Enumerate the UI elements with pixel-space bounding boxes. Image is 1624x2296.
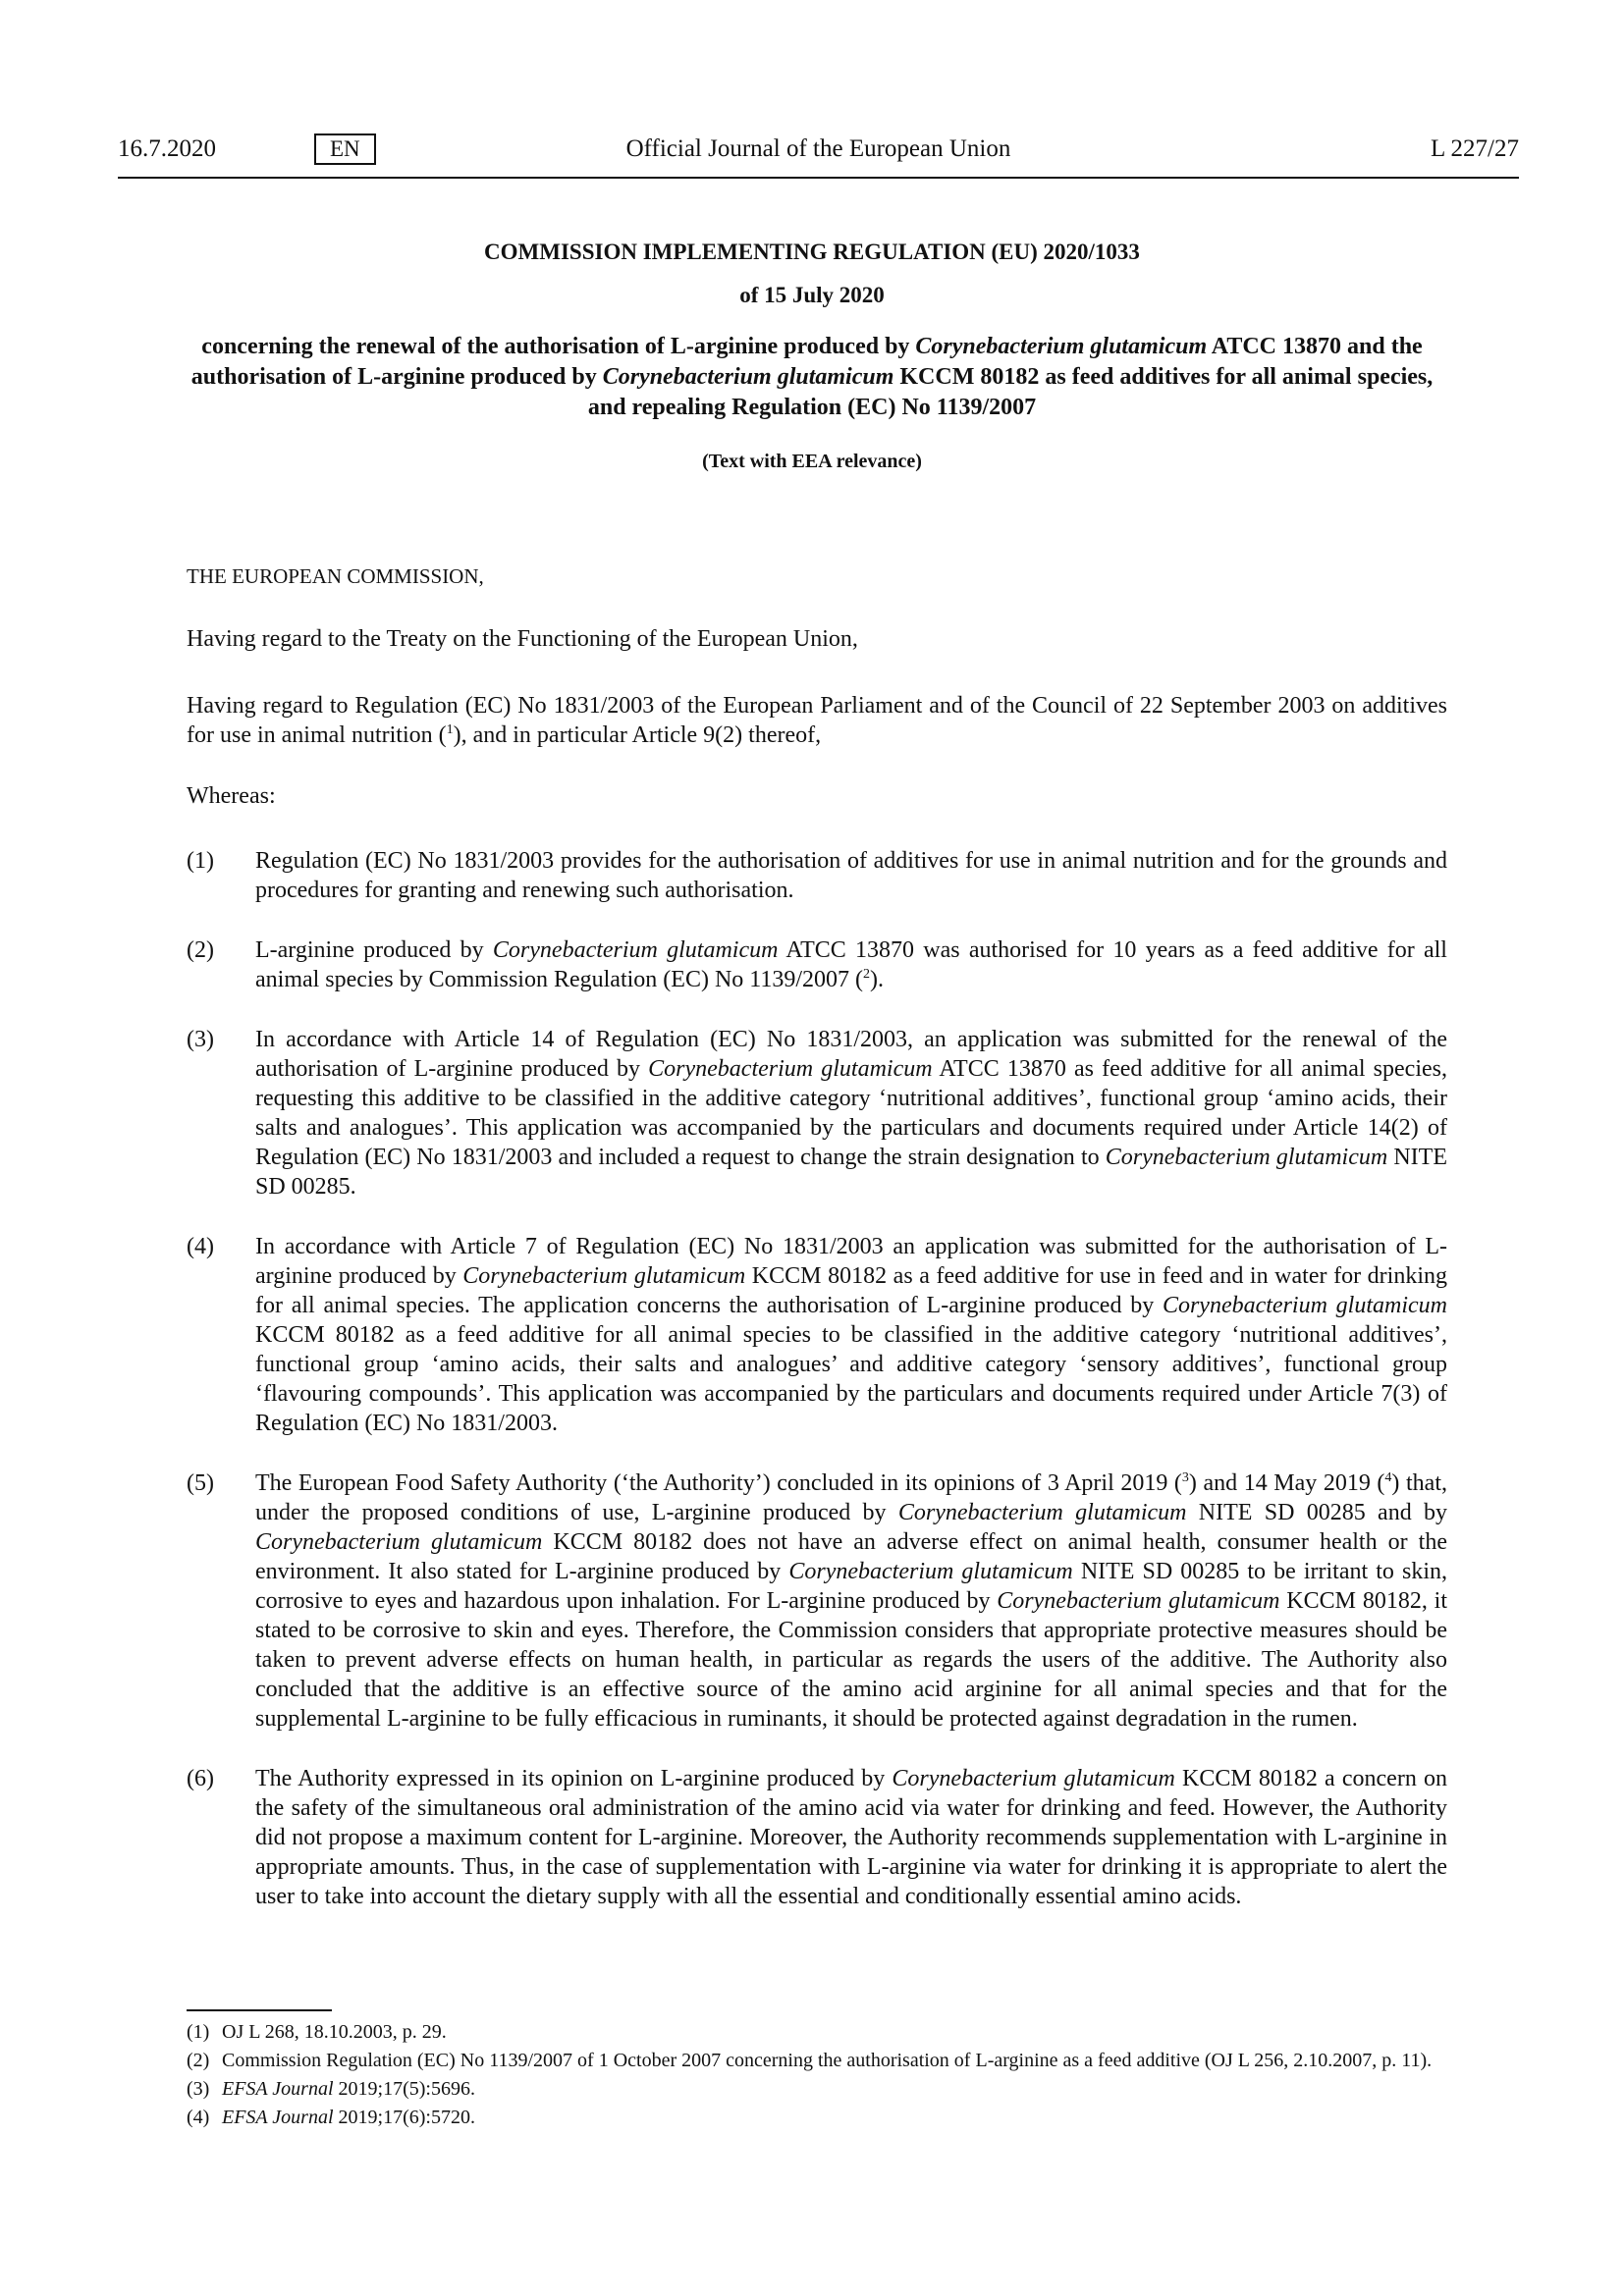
recital-text: NITE SD 00285 to be irritant to skin, corrosive to eyes and hazardous upon inhalation. For L-arginine produced by (255, 1559, 1447, 1614)
recital-2 (187, 935, 1447, 994)
recital-text: ) and 14 May 2019 ( (1188, 1470, 1385, 1496)
footnote-divider (187, 2009, 332, 2011)
footnote-ref[interactable]: 3 (1181, 1470, 1189, 1485)
footnote-number: (3) (187, 2078, 210, 2100)
footnote-ref[interactable]: 2 (863, 967, 871, 982)
recital-number: (5) (187, 1470, 214, 1496)
regulation-date: of 15 July 2020 (739, 283, 885, 307)
subject-species: Corynebacterium glutamicum (915, 334, 1208, 359)
species-name: Corynebacterium glutamicum (897, 1500, 1187, 1525)
regulation-title: COMMISSION IMPLEMENTING REGULATION (EU) 2020/1033 (484, 240, 1140, 264)
subject-text: ATCC 13870 and the authorisation of L-arginine produced by (190, 334, 1423, 390)
recital-text: The European Food Safety Authority (‘the Authority’) concluded in its opinions of 3 April 2019 ( (255, 1470, 1182, 1496)
subject-text: concerning the renewal of the authorisation of L-arginine produced by (201, 334, 916, 359)
title-block (177, 240, 1447, 473)
recital-4 (187, 1232, 1447, 1438)
recital-number: (1) (187, 848, 214, 874)
text: ), and in particular Article 9(2) thereof, (453, 722, 822, 748)
recital-1 (187, 846, 1447, 905)
recital-text: KCCM 80182, it stated to be corrosive to skin and eyes. Therefore, the Commission considers that appropriate protective measures should be taken to prevent adverse effects on human health, in particular as regards the users of the additive. The Authority also concluded that the additive is an effective source of the amino acid arginine for all animal species and that for the supplemental L-arginine to be fully efficacious in ruminants, it should be protected against degradation in the rumen. (255, 1588, 1447, 1732)
footnote-text: 2019;17(6):5720. (333, 2107, 475, 2128)
recital-text: KCCM 80182 as a feed additive for use in feed and in water for drinking for all animal species. The application concerns the authorisation of L-arginine produced by (255, 1263, 1447, 1318)
whereas: Whereas: (187, 783, 276, 809)
page-reference: L 227/27 (1430, 135, 1519, 162)
footnote-4 (187, 2106, 1447, 2130)
recital-5 (187, 1468, 1447, 1734)
subject-text: KCCM 80182 as feed additives for all animal species, and repealing Regulation (EC) No 1139/2007 (587, 364, 1434, 420)
species-name: Corynebacterium glutamicum (462, 1263, 746, 1289)
species-name: Corynebacterium glutamicum (1105, 1145, 1388, 1170)
recital-3 (187, 1025, 1447, 1201)
footnote-ref[interactable]: 4 (1384, 1470, 1392, 1485)
footnote-number: (4) (187, 2107, 210, 2128)
recital-text: ) that, under the proposed conditions of use, L-arginine produced by (255, 1470, 1447, 1525)
recital-text: L-arginine produced by (255, 937, 493, 963)
subject-species: Corynebacterium glutamicum (602, 364, 894, 390)
page-header (118, 132, 1519, 179)
recital-number: (6) (187, 1766, 214, 1791)
header-date: 16.7.2020 (118, 135, 216, 162)
recital-text: NITE SD 00285 and by (1186, 1500, 1448, 1525)
regulation-subject (177, 332, 1447, 423)
recital-number: (2) (187, 937, 214, 963)
footnote-text: 2019;17(5):5696. (333, 2078, 475, 2100)
recital-text: ). (870, 967, 885, 992)
language-badge: EN (314, 133, 376, 165)
species-name: Corynebacterium glutamicum (997, 1588, 1280, 1614)
species-name: Corynebacterium glutamicum (255, 1529, 543, 1555)
regard-regulation (187, 691, 1447, 750)
footnote-text: OJ L 268, 18.10.2003, p. 29. (222, 2021, 447, 2043)
commission-heading: THE EUROPEAN COMMISSION, (187, 564, 484, 588)
footnote-1 (187, 2020, 1447, 2045)
regard-treaty: Having regard to the Treaty on the Functioning of the European Union, (187, 626, 858, 652)
eea-relevance: (Text with EEA relevance) (702, 451, 922, 472)
document-body (187, 561, 1447, 1942)
footnote-text: Commission Regulation (EC) No 1139/2007 of 1 October 2007 concerning the authorisation of L-arginine as a feed additive (OJ L 256, 2.10.2007, p. 11). (222, 2050, 1433, 2071)
footnote-number: (1) (187, 2021, 210, 2043)
recital-number: (4) (187, 1234, 214, 1259)
recital-text: KCCM 80182 as a feed additive for all animal species to be classified in the additive category ‘nutritional additives’, functional group ‘amino acids, their salts and analogues’ and additive category ‘sensory additives’, functional group ‘flavouring compounds’. This application was accompanied by the particulars and documents required under Article 7(3) of Regulation (EC) No 1831/2003. (255, 1322, 1447, 1436)
footnote-3 (187, 2077, 1447, 2102)
recital-text: ATCC 13870 as feed additive for all animal species, requesting this additive to be classified in the additive category ‘nutritional additives’, functional group ‘amino acids, their salts and analogues’. This application was accompanied by the particulars and documents required under Article 14(2) of Regulation (EC) No 1831/2003 and included a request to change the strain designation to (255, 1056, 1447, 1170)
recitals-list (187, 846, 1447, 1911)
recital-text: Regulation (EC) No 1831/2003 provides for the authorisation of additives for use in animal nutrition and for the grounds and procedures for granting and renewing such authorisation. (255, 848, 1447, 903)
species-name: Corynebacterium glutamicum (788, 1559, 1073, 1584)
recital-text: In accordance with Article 7 of Regulation (EC) No 1831/2003 an application was submitted for the authorisation of L-arginine produced by (255, 1234, 1447, 1289)
journal-title: Official Journal of the European Union (625, 135, 1011, 162)
species-name: Corynebacterium glutamicum (492, 937, 779, 963)
footnote-number: (2) (187, 2050, 210, 2071)
recital-text: NITE SD 00285. (255, 1145, 1447, 1200)
footnote-ref[interactable]: 1 (446, 722, 454, 737)
journal-name: EFSA Journal (222, 2078, 334, 2100)
species-name: Corynebacterium glutamicum (892, 1766, 1175, 1791)
recital-number: (3) (187, 1027, 214, 1052)
recital-text: In accordance with Article 14 of Regulation (EC) No 1831/2003, an application was submitted for the renewal of the authorisation of L-arginine produced by (255, 1027, 1447, 1082)
journal-name: EFSA Journal (222, 2107, 334, 2128)
recital-text: KCCM 80182 does not have an adverse effect on animal health, consumer health or the environment. It also stated for L-arginine produced by (255, 1529, 1447, 1584)
species-name: Corynebacterium glutamicum (1162, 1293, 1447, 1318)
recital-text: ATCC 13870 was authorised for 10 years as a feed additive for all animal species by Commission Regulation (EC) No 1139/2007 ( (255, 937, 1447, 992)
footnote-2 (187, 2049, 1447, 2073)
recital-text: KCCM 80182 a concern on the safety of the simultaneous oral administration of the amino acid via water for drinking and feed. However, the Authority did not propose a maximum content for L-arginine. Moreover, the Authority recommends supplementation with L-arginine in appropriate amounts. Thus, in the case of supplementation with L-arginine via water for drinking it is appropriate to alert the user to take into account the dietary supply with all the essential and conditionally essential amino acids. (255, 1766, 1447, 1909)
recital-text: The Authority expressed in its opinion on L-arginine produced by (255, 1766, 893, 1791)
footnotes (187, 2020, 1447, 2134)
recital-6 (187, 1764, 1447, 1911)
species-name: Corynebacterium glutamicum (648, 1056, 933, 1082)
text: Having regard to Regulation (EC) No 1831/2003 of the European Parliament and of the Council of 22 September 2003 on additives for use in animal nutrition ( (187, 693, 1447, 748)
